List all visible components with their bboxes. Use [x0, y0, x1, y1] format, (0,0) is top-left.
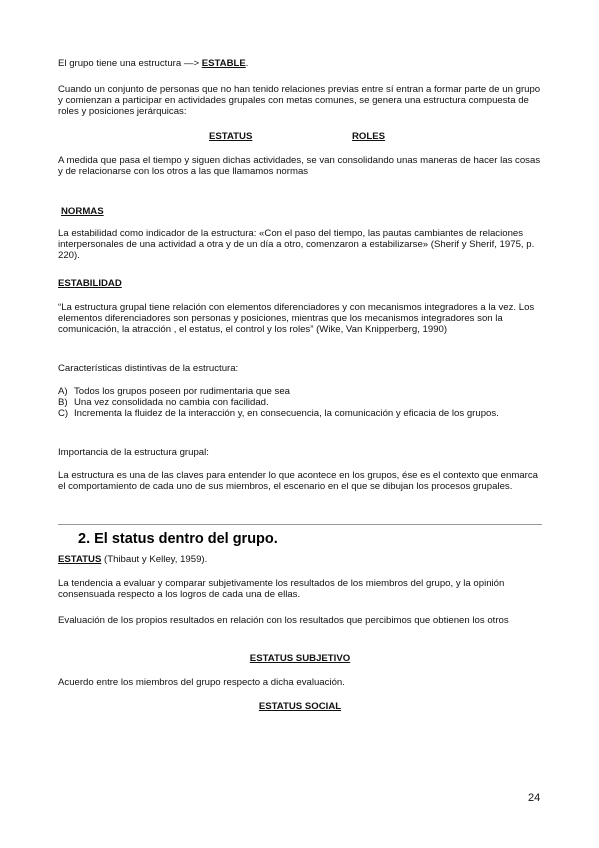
list-item — [58, 397, 542, 408]
status-roles-labels — [58, 131, 542, 143]
label-estatus: ESTATUS — [209, 131, 253, 142]
list-marker: B) — [58, 397, 68, 409]
list-marker: C) — [58, 408, 69, 420]
section-heading: 2. El status dentro del grupo. — [78, 531, 278, 547]
intro-prefix: El grupo tiene una estructura —> — [58, 58, 202, 69]
estatus-social-text: ESTATUS SOCIAL — [258, 701, 342, 712]
section-divider — [58, 524, 542, 525]
status-term: ESTATUS — [58, 554, 102, 565]
heading-normas — [61, 206, 545, 217]
estatus-subjetivo-text: ESTATUS SUBJETIVO — [249, 653, 351, 664]
status-definition-line — [58, 554, 542, 565]
paragraph-group-agreement: Acuerdo entre los miembros del grupo respecto a dicha evaluación. — [58, 677, 345, 688]
structure-intro — [58, 58, 542, 69]
list-item — [58, 386, 542, 397]
list-item-text: Una vez consolidada no cambia con facilidad. — [74, 397, 269, 409]
heading-estabilidad — [58, 278, 542, 289]
stable-term: ESTABLE — [201, 58, 246, 69]
paragraph-self-evaluation: Evaluación de los propios resultados en relación con los resultados que percibimos que obtienen los otros — [58, 615, 509, 626]
status-citation: (Thibaut y Kelley, 1959). — [101, 554, 208, 565]
list-item-text: Incrementa la fluidez de la interacción y, en consecuencia, la comunicación y eficacia de los grupos. — [74, 408, 499, 420]
estabilidad-heading-text: ESTABILIDAD — [58, 278, 122, 289]
intro-suffix: . — [245, 58, 249, 69]
characteristics-list — [58, 386, 542, 420]
page-number: 24 — [528, 792, 541, 804]
list-item — [58, 408, 542, 419]
list-item-text: Todos los grupos poseen por rudimentaria que sea — [74, 386, 290, 397]
paragraph-importance: La estructura es una de las claves para entender lo que acontece en los grupos, ése es el contexto que enmarca el comportamiento de cada uno de sus miembros, el escenario en el que se dibujan los procesos grupales. — [58, 470, 538, 493]
paragraph-norms-definition: A medida que pasa el tiempo y siguen dichas actividades, se van consolidando unas maneras de hacer las cosas y de relacionarse con los otros a las que llamamos normas — [58, 155, 541, 178]
quote-structure: “La estructura grupal tiene relación con elementos diferenciadores y con mecanismos integradores a la vez. Los elementos diferenciadores son personas y posiciones, mientras que los mecanismos integradores son la comunicación, la atracción , el estatus, el control y los roles” (Wike, Van Knipperberg, 1990) — [58, 302, 535, 336]
heading-estatus-social — [58, 701, 542, 712]
paragraph-status-tendency: La tendencia a evaluar y comparar subjetivamente los resultados de los miembros del grupo, y la opinión consensuada respecto a los logros de cada una de ellas. — [58, 578, 505, 601]
normas-heading-text: NORMAS — [61, 206, 104, 217]
paragraph-importance-intro: Importancia de la estructura grupal: — [58, 447, 209, 458]
list-marker: A) — [58, 386, 68, 397]
label-roles: ROLES — [352, 131, 386, 142]
paragraph-group-formation: Cuando un conjunto de personas que no han tenido relaciones previas entre sí entran a formar parte de un grupo y comienzan a participar en actividades grupales con metas comunes, se genera una estructura compuesta de roles y posiciones jerárquicas: — [58, 84, 541, 118]
paragraph-characteristics-intro: Características distintivas de la estructura: — [58, 363, 239, 374]
heading-estatus-subjetivo — [58, 653, 542, 664]
paragraph-stability-indicator: La estabilidad como indicador de la estructura: «Con el paso del tiempo, las pautas cambiantes de relaciones interpersonales de una actividad a otra y de un día a otro, comenzaron a estabilizarse» (Sherif y Sherif, 1975, p. 220). — [58, 228, 535, 262]
